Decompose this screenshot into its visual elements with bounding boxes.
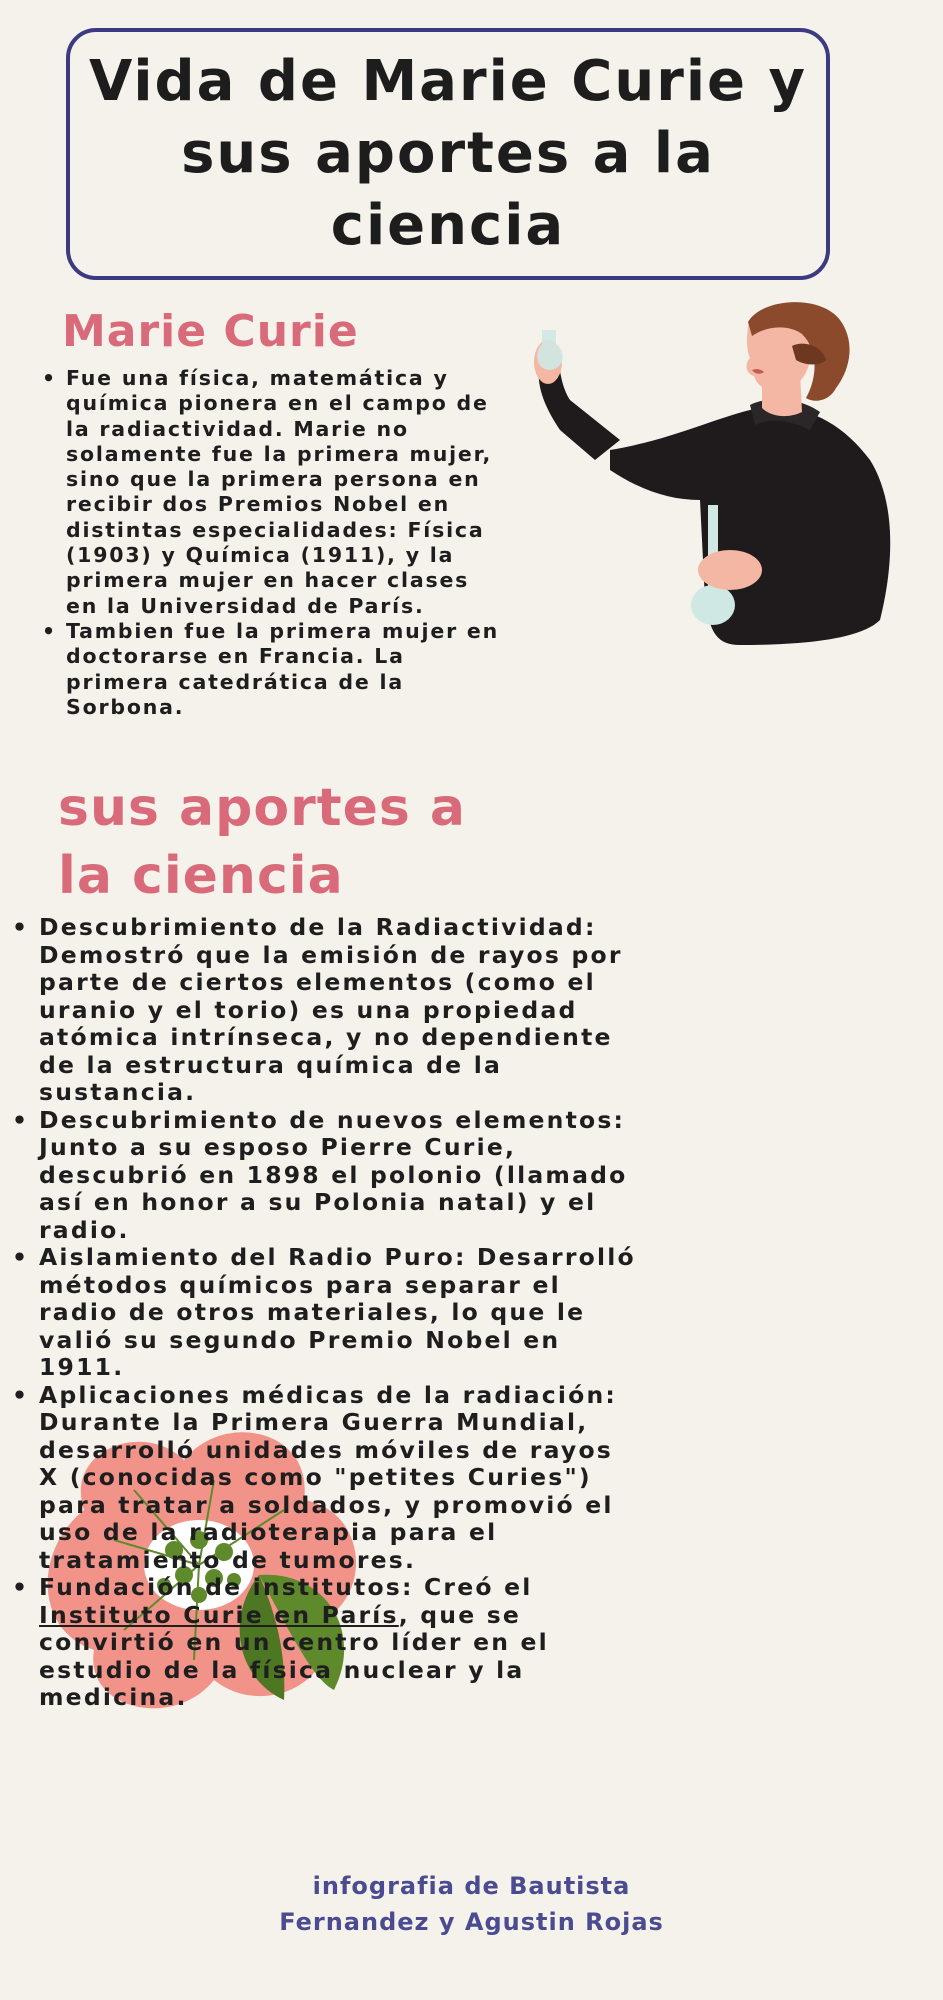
title-line-1: Vida de Marie Curie y: [88, 49, 808, 114]
bio-heading: Marie Curie: [62, 306, 359, 357]
credits-line-2: Fernandez y Agustin Rojas: [279, 1908, 664, 1936]
aportes-item: • Descubrimiento de la Radiactividad: Demostró que la emisión de rayos por parte de ciertos elementos (como el uranio y el torio) es una propiedad atómica intrínseca, y no dependiente de la estructura química de la sustancia.: [6, 914, 638, 1107]
aportes-item-suffix: , que se convirtió en un centro líder en el estudio de la física nuclear y la medicina.: [39, 1600, 549, 1711]
instituto-curie-link[interactable]: Instituto Curie en París: [39, 1600, 399, 1629]
aportes-item: [6, 1574, 638, 1712]
aportes-item-prefix: Fundación de institutos: Creó el: [39, 1573, 533, 1601]
bio-item: • Tambien fue la primera mujer en doctorarse en Francia. La primera catedrática de la Sorbona.: [38, 619, 500, 720]
credits: [0, 1868, 943, 1940]
aportes-item: • Aplicaciones médicas de la radiación: Durante la Primera Guerra Mundial, desarrolló unidades móviles de rayos X (conocidas como "petites Curies") para tratar a soldados, y promovió el uso de la radioterapia para el tratamiento de tumores.: [6, 1382, 638, 1575]
title-line-2: sus aportes a la ciencia: [181, 121, 715, 258]
marie-curie-illustration: [500, 300, 900, 660]
bio-item: • Fue una física, matemática y química pionera en el campo de la radiactividad. Marie no solamente fue la primera mujer, sino que la primera persona en recibir dos Premios Nobel en distintas especialidades: Física (1903) y Química (1911), y la primera mujer en hacer clases en la Universidad de París.: [38, 366, 500, 619]
page-title: [70, 46, 826, 262]
aportes-item: • Descubrimiento de nuevos elementos: Junto a su esposo Pierre Curie, descubrió en 1898 el polonio (llamado así en honor a su Polonia natal) y el radio.: [6, 1107, 638, 1245]
credits-line-1: infografia de Bautista: [312, 1872, 631, 1900]
title-box: [66, 28, 830, 280]
aportes-list: [6, 914, 638, 1712]
aportes-item: • Aislamiento del Radio Puro: Desarrolló métodos químicos para separar el radio de otros materiales, lo que le valió su segundo Premio Nobel en 1911.: [6, 1244, 638, 1382]
aportes-heading: sus aportes a la ciencia: [58, 778, 466, 906]
bio-list: [38, 366, 500, 720]
